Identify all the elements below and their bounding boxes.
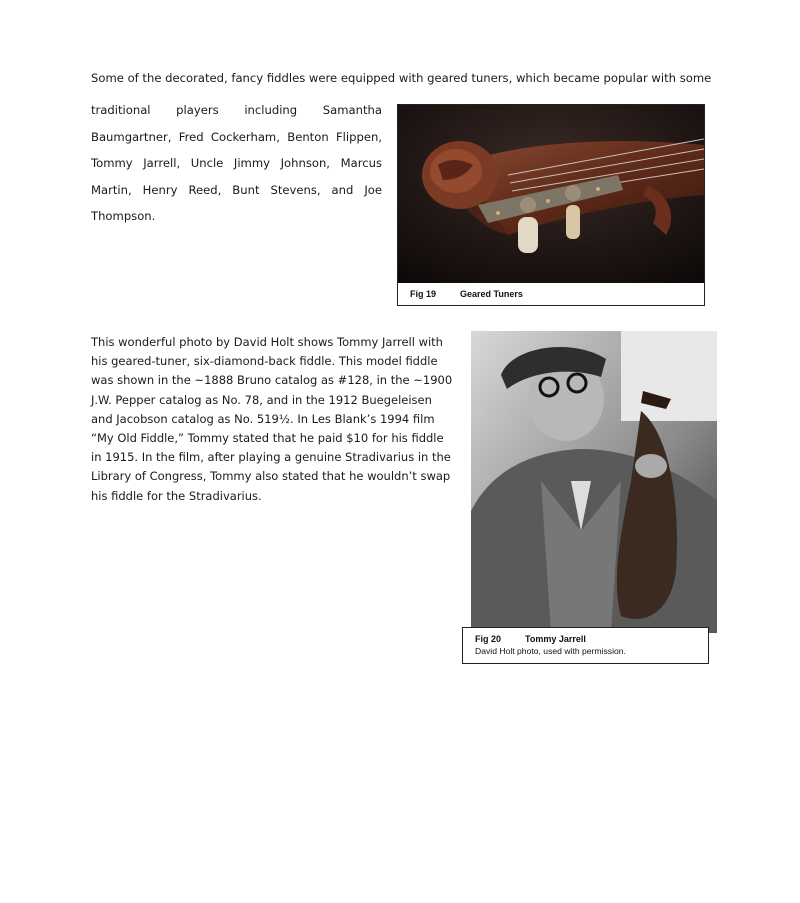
paragraph-intro-first-line: Some of the decorated, fancy fiddles were equipped with geared tuners, which became popular with some	[91, 71, 712, 85]
figure-20-number: Fig 20	[475, 634, 502, 644]
figure-20-title: Tommy Jarrell	[525, 634, 586, 644]
figure-20-caption	[475, 634, 586, 644]
figure-19	[397, 104, 705, 306]
figure-19-title: Geared Tuners	[460, 289, 523, 299]
paragraph-intro-continued: traditional players including Samantha Baumgartner, Fred Cockerham, Benton Flippen, Tommy Jarrell, Uncle Jimmy Johnson, Marcus Martin, Henry Reed, Bunt Stevens, and Joe Thompson.	[91, 103, 382, 223]
figure-19-number: Fig 19	[410, 289, 437, 299]
figure-20-credit: David Holt photo, used with permission.	[475, 646, 626, 656]
paragraph-tommy-jarrell: This wonderful photo by David Holt shows Tommy Jarrell with his geared-tuner, six-diamond-back fiddle. This model fiddle was shown in the ~1888 Bruno catalog as #128, in the ~1900 J.W. Pepper catalog as No. 78, and in the 1912 Buegeleisen and Jacobson catalog as No. 519½. In Les Blank’s 1994 film “My Old Fiddle,” Tommy stated that he paid $10 for his fiddle in 1915. In the film, after playing a genuine Stradivarius in the Library of Congress, Tommy also stated that he wouldn’t swap his fiddle for the Stradivarius.	[91, 335, 453, 503]
tommy-jarrell-photo	[471, 331, 717, 633]
geared-tuners-photo	[398, 105, 704, 283]
figure-20-caption-box	[462, 627, 709, 664]
figure-19-caption	[410, 289, 523, 299]
